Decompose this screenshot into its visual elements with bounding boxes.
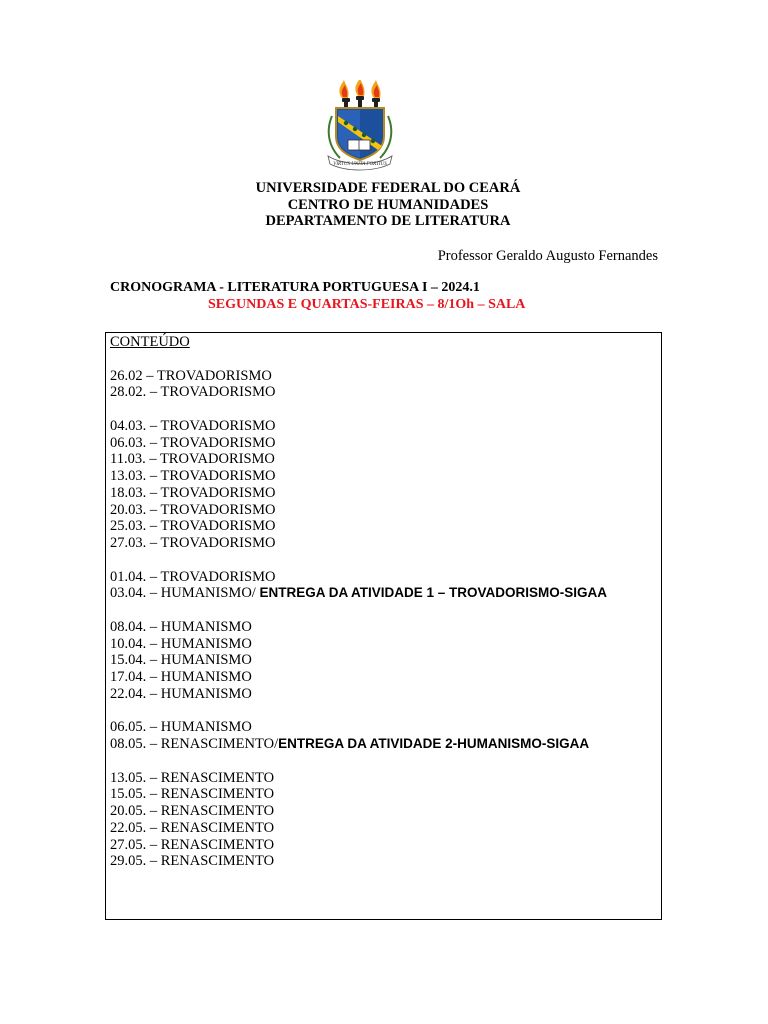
center-name: CENTRO DE HUMANIDADES (287, 196, 489, 213)
entry-text: 17.04. – HUMANISMO (110, 669, 252, 685)
entry-text: 18.03. – TROVADORISMO (110, 484, 276, 501)
entry-text: 08.04. – HUMANISMO (110, 618, 252, 635)
schedule-group (110, 418, 657, 552)
entry-text: 04.03. – TROVADORISMO (110, 417, 276, 434)
entry-text: 26.02 – TROVADORISMO (110, 367, 272, 384)
schedule-entry (110, 786, 657, 803)
schedule-group (110, 770, 657, 871)
schedule-list (110, 368, 657, 871)
schedule-entry (110, 770, 657, 787)
schedule-group (110, 719, 657, 753)
schedule-entry (110, 368, 657, 385)
entry-text: 22.05. – RENASCIMENTO (110, 819, 275, 836)
schedule-entry (110, 803, 657, 820)
schedule-entry (110, 837, 657, 854)
schedule-entry (110, 435, 657, 452)
entry-text: 06.03. – TROVADORISMO (110, 434, 276, 451)
schedule-entry (110, 686, 657, 703)
entry-assignment-text: ENTREGA DA ATIVIDADE 1 – TROVADORISMO-SIGAA (259, 585, 607, 601)
entry-text: 15.04. – HUMANISMO (110, 652, 252, 669)
svg-text:VIRTUS UNITA FORTIUS: VIRTUS UNITA FORTIUS (333, 162, 387, 167)
entry-text: 28.02. – TROVADORISMO (110, 384, 276, 401)
schedule-entry (110, 652, 657, 669)
entry-text: 10.04. – HUMANISMO (110, 635, 252, 652)
schedule-entry (110, 485, 657, 502)
entry-text: 15.05. – RENASCIMENTO (110, 786, 275, 803)
university-crest-logo (322, 80, 398, 172)
schedule-group (110, 569, 657, 603)
entry-assignment-text: ENTREGA DA ATIVIDADE 2-HUMANISMO-SIGAA (278, 736, 590, 751)
schedule-entry (110, 384, 657, 401)
schedule-entry (110, 619, 657, 636)
schedule-entry (110, 636, 657, 653)
content-box (105, 332, 662, 920)
torch-flames-icon (339, 80, 380, 98)
entry-text: 22.04. – HUMANISMO (110, 685, 252, 702)
entry-text: 20.03. – TROVADORISMO (110, 501, 276, 518)
schedule-entry (110, 719, 657, 736)
content-heading: CONTEÚDO (110, 334, 190, 350)
entry-text: 03.04. – HUMANISMO/ (110, 585, 260, 602)
entry-text: 01.04. – TROVADORISMO (110, 568, 276, 585)
schedule-entry (110, 535, 657, 552)
institution-header (0, 180, 768, 230)
schedule-entry (110, 518, 657, 535)
schedule-entry (110, 669, 657, 686)
entry-text: 08.05. – RENASCIMENTO/ (110, 736, 279, 752)
entry-text: 11.03. – TROVADORISMO (110, 451, 275, 468)
schedule-entry (110, 451, 657, 468)
entry-text: 06.05. – HUMANISMO (110, 719, 252, 736)
entry-text: 27.03. – TROVADORISMO (110, 535, 276, 551)
schedule-entry (110, 468, 657, 485)
entry-text: 13.05. – RENASCIMENTO (110, 769, 275, 786)
schedule-title: CRONOGRAMA - LITERATURA PORTUGUESA I – 2024.1 (110, 280, 480, 295)
schedule-entry (110, 853, 657, 870)
entry-text: 25.03. – TROVADORISMO (110, 518, 276, 535)
schedule-entry (110, 736, 657, 753)
schedule-subtitle: SEGUNDAS E QUARTAS-FEIRAS – 8/1Oh – SALA (208, 297, 526, 312)
entry-text: 13.03. – TROVADORISMO (110, 468, 276, 484)
entry-text: 27.05. – RENASCIMENTO (110, 836, 275, 853)
schedule-entry (110, 502, 657, 519)
schedule-entry (110, 820, 657, 837)
schedule-entry (110, 585, 657, 602)
schedule-group (110, 619, 657, 703)
professor-name: Professor Geraldo Augusto Fernandes (437, 248, 658, 264)
department-name: DEPARTAMENTO DE LITERATURA (265, 213, 511, 229)
schedule-entry (110, 418, 657, 435)
schedule-entry (110, 569, 657, 586)
entry-text: 20.05. – RENASCIMENTO (110, 803, 275, 819)
entry-text: 29.05. – RENASCIMENTO (110, 853, 275, 870)
schedule-group (110, 368, 657, 402)
university-name: UNIVERSIDADE FEDERAL DO CEARÁ (255, 180, 521, 196)
